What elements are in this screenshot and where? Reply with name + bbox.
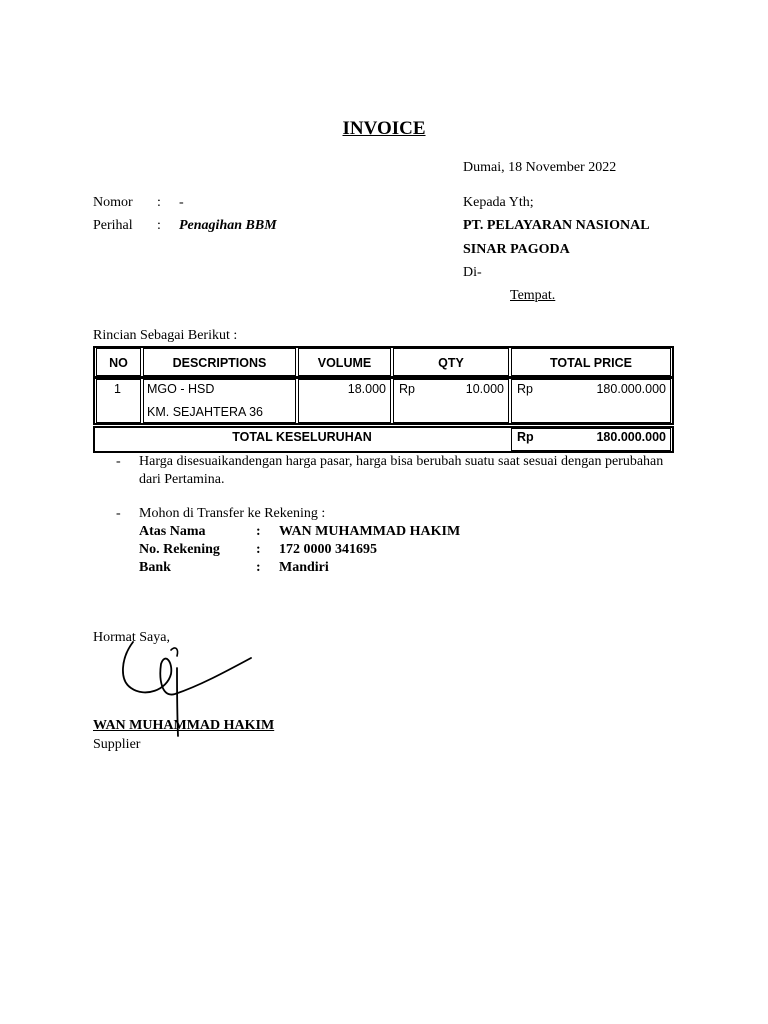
perihal-colon: :: [157, 218, 161, 233]
bank-bank-colon: :: [256, 560, 261, 575]
header-total-price: TOTAL PRICE: [511, 348, 671, 376]
header-descriptions: DESCRIPTIONS: [143, 348, 296, 376]
invoice-table: [93, 346, 674, 453]
nomor-value: -: [179, 195, 184, 210]
signer-name: WAN MUHAMMAD HAKIM: [93, 718, 275, 733]
document-title: INVOICE: [342, 118, 426, 139]
bank-name-colon: :: [256, 524, 261, 539]
rincian-label: Rincian Sebagai Berikut :: [93, 328, 238, 343]
row-total-currency: Rp: [517, 382, 533, 396]
total-currency: Rp: [517, 430, 534, 444]
row-no: 1: [114, 382, 121, 396]
recipient-company-line2: SINAR PAGODA: [463, 242, 570, 257]
bank-account-label: No. Rekening: [139, 542, 220, 557]
note1-dash: -: [116, 454, 121, 469]
perihal-value: Penagihan BBM: [179, 218, 277, 233]
row-volume: 18.000: [347, 382, 386, 396]
row-desc-line1: MGO - HSD: [147, 382, 215, 396]
recipient-company-line1: PT. PELAYARAN NASIONAL: [463, 218, 650, 233]
bank-bank-value: Mandiri: [279, 560, 329, 575]
note2-text: Mohon di Transfer ke Rekening :: [139, 506, 326, 521]
nomor-colon: :: [157, 195, 161, 210]
note1-line1: Harga disesuaikandengan harga pasar, harga bisa berubah suatu saat sesuai dengan perubahan: [139, 454, 664, 469]
bank-name-label: Atas Nama: [139, 524, 206, 539]
note1-line2: dari Pertamina.: [139, 472, 225, 487]
total-value: 180.000.000: [596, 430, 666, 444]
header-volume: VOLUME: [298, 348, 391, 376]
recipient-greeting: Kepada Yth;: [463, 195, 534, 210]
recipient-di: Di-: [463, 265, 482, 280]
bank-account-value: 172 0000 341695: [279, 542, 377, 557]
bank-name-value: WAN MUHAMMAD HAKIM: [279, 524, 461, 539]
note2-dash: -: [116, 506, 121, 521]
total-label: TOTAL KESELURUHAN: [232, 430, 372, 444]
bank-account-colon: :: [256, 542, 261, 557]
place-date: Dumai, 18 November 2022: [463, 160, 617, 175]
recipient-tempat: Tempat.: [510, 288, 556, 303]
row-total: 180.000.000: [596, 382, 666, 396]
row-desc-line2: KM. SEJAHTERA 36: [147, 405, 264, 419]
row-qty: 10.000: [465, 382, 504, 396]
header-no: NO: [96, 348, 141, 376]
closing-regards: Hormat Saya,: [93, 630, 170, 645]
bank-bank-label: Bank: [139, 560, 171, 575]
header-qty: QTY: [393, 348, 509, 376]
row-qty-currency: Rp: [399, 382, 415, 396]
perihal-label: Perihal: [93, 218, 133, 233]
nomor-label: Nomor: [93, 195, 133, 210]
signer-role: Supplier: [93, 737, 141, 752]
